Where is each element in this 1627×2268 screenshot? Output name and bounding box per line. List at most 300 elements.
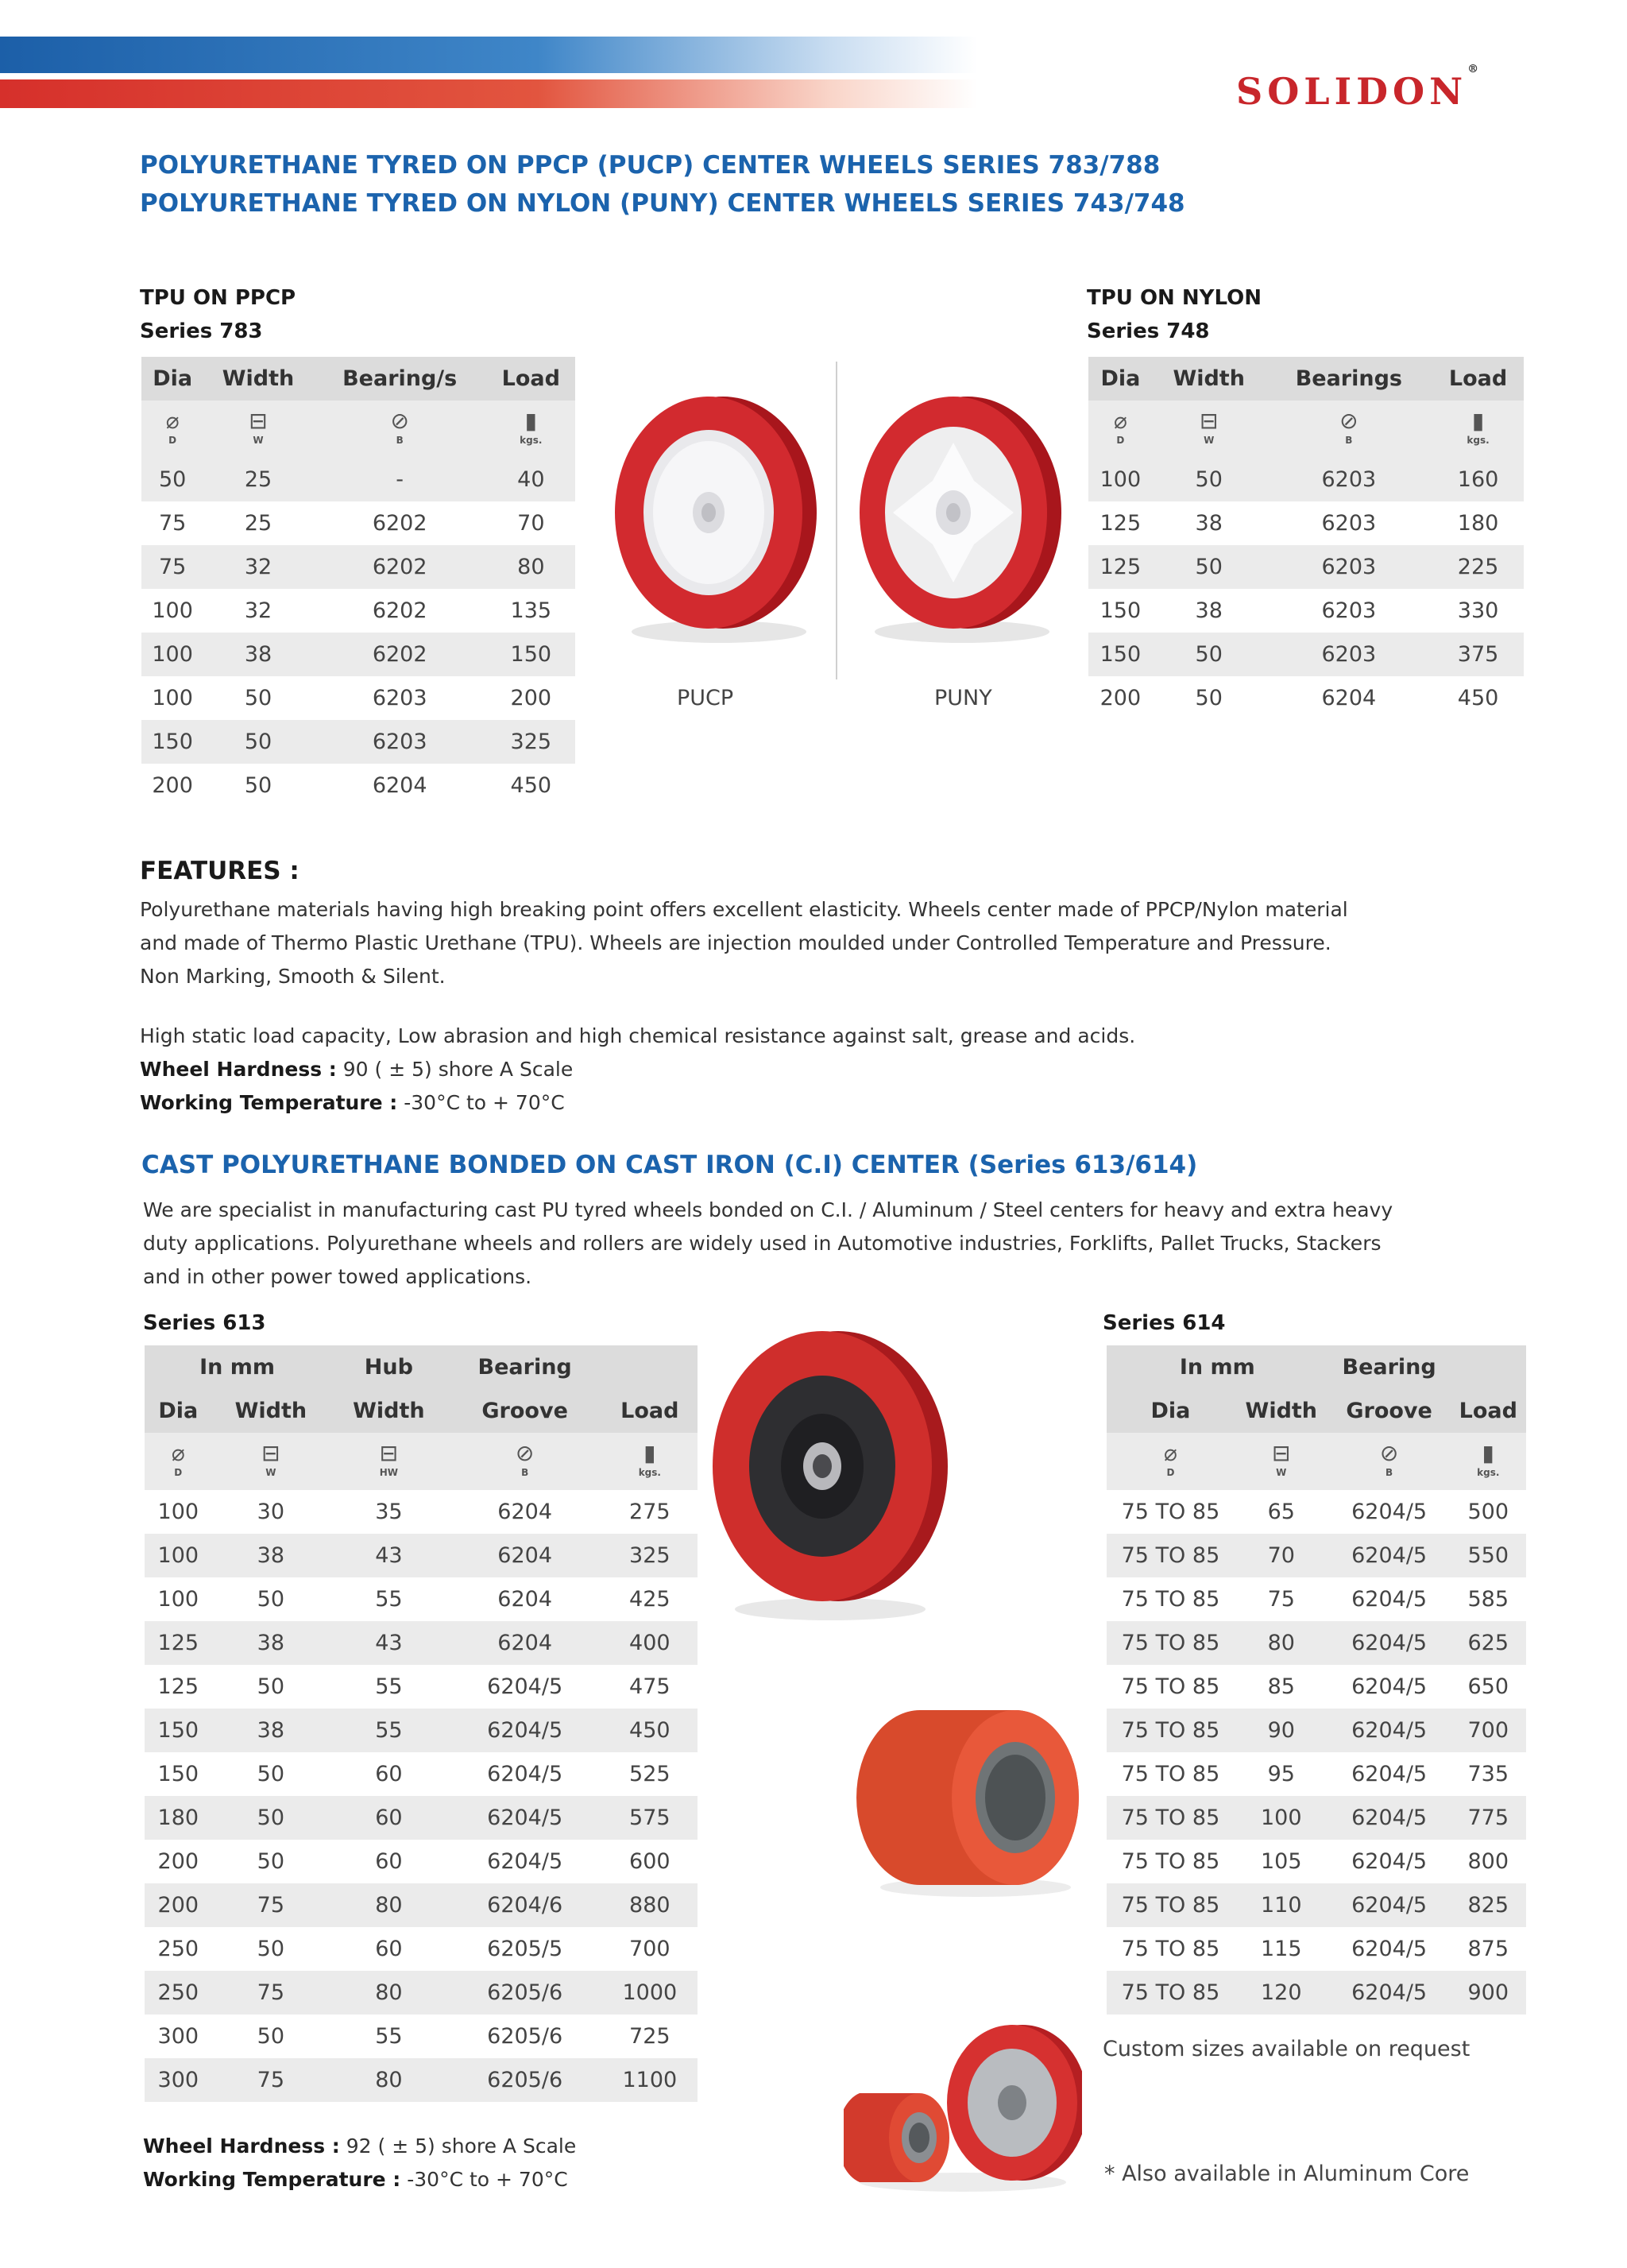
table-cell: 75 (212, 2058, 330, 2102)
cast-iron-wheel-image (711, 1319, 949, 1625)
table-row (145, 2014, 698, 2058)
table-cell: 100 (145, 1534, 212, 1577)
table-cell: 25 (203, 458, 312, 501)
diameter-icon: ⌀ D (165, 407, 180, 446)
series-613-label: Series 613 (143, 1311, 266, 1335)
tpu-ppcp-heading: TPU ON PPCP (140, 286, 296, 310)
table-cell: 50 (212, 1796, 330, 1840)
table-cell: 6205/6 (448, 2058, 602, 2102)
icon-cell (1432, 401, 1524, 458)
table-cell: 6204 (448, 1621, 602, 1665)
table-row (141, 676, 575, 720)
table-row (141, 764, 575, 807)
table-cell: 80 (330, 1971, 448, 2014)
table-cell: 75 TO 85 (1107, 1709, 1235, 1752)
table-cell: 6204/5 (1328, 1577, 1451, 1621)
table-cell: 50 (212, 1752, 330, 1796)
table-cell: 100 (141, 633, 203, 676)
icon-cell (448, 1433, 602, 1490)
table-cell: 575 (602, 1796, 698, 1840)
table-cell: 400 (602, 1621, 698, 1665)
icon-cell (141, 401, 203, 458)
table-cell: 150 (145, 1752, 212, 1796)
icon-label: kgs. (1467, 434, 1490, 446)
table-row (145, 1883, 698, 1927)
table-cell: 50 (203, 676, 312, 720)
pucp-wheel-image (604, 393, 818, 652)
table-cell: 6204/5 (1328, 1840, 1451, 1883)
table-cell: 75 (212, 1883, 330, 1927)
column-header: Dia (1107, 1389, 1235, 1433)
table-row (1107, 1883, 1526, 1927)
column-header: Load (602, 1389, 698, 1433)
table-row (1088, 501, 1524, 545)
table-cell: 425 (602, 1577, 698, 1621)
width-icon: ⊟ HW (379, 1439, 399, 1478)
table-row (145, 2058, 698, 2102)
table-cell: 60 (330, 1752, 448, 1796)
table-cell: 75 TO 85 (1107, 1971, 1235, 2014)
table-cell: 75 TO 85 (1107, 1577, 1235, 1621)
table-row (145, 1490, 698, 1534)
table-row (145, 1534, 698, 1577)
table-cell: 70 (1235, 1534, 1328, 1577)
table-cell: 6204/5 (1328, 1621, 1451, 1665)
table-cell: 105 (1235, 1840, 1328, 1883)
table-row (1107, 1840, 1526, 1883)
group-header-row (145, 1345, 698, 1389)
table-cell: 50 (141, 458, 203, 501)
table-cell: 95 (1235, 1752, 1328, 1796)
table-cell: 6204/5 (448, 1796, 602, 1840)
table-cell: 50 (212, 1665, 330, 1709)
table-cell: 700 (1451, 1709, 1526, 1752)
weight-icon: ▮ kgs. (1467, 407, 1490, 446)
table-cell: 150 (487, 633, 575, 676)
table-cell: 250 (145, 1971, 212, 2014)
table-row (145, 1752, 698, 1796)
table-row (1107, 1971, 1526, 2014)
column-header-row (145, 1389, 698, 1433)
table-cell: 775 (1451, 1796, 1526, 1840)
wheel-hardness-line: Wheel Hardness : 90 ( ± 5) shore A Scale (140, 1058, 574, 1081)
table-cell: 55 (330, 2014, 448, 2058)
table-cell: 725 (602, 2014, 698, 2058)
table-cell: 50 (212, 1577, 330, 1621)
table-row (1088, 545, 1524, 589)
table-row (1107, 1796, 1526, 1840)
icon-label: W (1204, 434, 1215, 446)
table-cell: 25 (203, 501, 312, 545)
table-cell: 55 (330, 1709, 448, 1752)
table-cell: 80 (1235, 1621, 1328, 1665)
column-header: Load (1451, 1389, 1526, 1433)
table-row (145, 1577, 698, 1621)
cast-line: duty applications. Polyurethane wheels and rollers are widely used in Automotive industries, Forklifts, Pallet Trucks, Stackers (143, 1232, 1382, 1255)
table-cell: 50 (212, 1840, 330, 1883)
table-cell: 6204/5 (448, 1665, 602, 1709)
table-cell: 120 (1235, 1971, 1328, 2014)
table-row (1088, 458, 1524, 501)
table-row (141, 458, 575, 501)
table-cell: 80 (330, 2058, 448, 2102)
column-header: Dia (145, 1389, 212, 1433)
table-row (141, 589, 575, 633)
table-cell: 325 (602, 1534, 698, 1577)
table-cell: 800 (1451, 1840, 1526, 1883)
table-cell: 6203 (1266, 589, 1432, 633)
table-cell: 40 (487, 458, 575, 501)
table-cell: 6204/5 (448, 1752, 602, 1796)
table-cell: 75 TO 85 (1107, 1490, 1235, 1534)
table-cell: 6202 (313, 589, 487, 633)
icon-label: W (253, 434, 264, 446)
table-cell: 6204/5 (1328, 1534, 1451, 1577)
weight-icon: ▮ kgs. (638, 1439, 661, 1478)
tpu-nylon-series: Series 748 (1087, 319, 1210, 343)
series-748-table (1088, 357, 1524, 720)
icon-label: kgs. (520, 434, 543, 446)
table-row (145, 1709, 698, 1752)
width-icon: ⊟ W (1199, 407, 1219, 446)
table-cell: 38 (203, 633, 312, 676)
table-cell: 85 (1235, 1665, 1328, 1709)
icon-cell (1235, 1433, 1328, 1490)
table-row (1107, 1621, 1526, 1665)
table-row (145, 1971, 698, 2014)
icon-cell (330, 1433, 448, 1490)
table-cell: 200 (487, 676, 575, 720)
table-cell: 300 (145, 2014, 212, 2058)
table-cell: 32 (203, 545, 312, 589)
table-cell: 150 (141, 720, 203, 764)
table-cell: 75 (141, 501, 203, 545)
cast-description (143, 1194, 1589, 1294)
table-cell: 75 TO 85 (1107, 1927, 1235, 1971)
column-header: Dia (1088, 357, 1153, 401)
table-cell: 32 (203, 589, 312, 633)
table-cell: 75 TO 85 (1107, 1534, 1235, 1577)
table-cell: 875 (1451, 1927, 1526, 1971)
width-icon: ⊟ W (261, 1439, 280, 1478)
table-cell: 6204/5 (1328, 1796, 1451, 1840)
diameter-icon: ⌀ D (171, 1439, 185, 1478)
features-line: and made of Thermo Plastic Urethane (TPU). Wheels are injection moulded under Controlled Temperature and Pressure. (140, 931, 1331, 954)
table-cell: 6204/5 (1328, 1490, 1451, 1534)
pu-roller-image (856, 1701, 1091, 1899)
icon-cell (1107, 1433, 1235, 1490)
table-cell: 75 TO 85 (1107, 1621, 1235, 1665)
table-cell: 250 (145, 1927, 212, 1971)
table-cell: 150 (1088, 633, 1153, 676)
table-cell: 100 (141, 589, 203, 633)
table-row (145, 1665, 698, 1709)
group-header-row (1107, 1345, 1526, 1389)
table-cell: 625 (1451, 1621, 1526, 1665)
table-cell: 43 (330, 1534, 448, 1577)
table-row (141, 720, 575, 764)
icon-cell (145, 1433, 212, 1490)
table-cell: 100 (145, 1577, 212, 1621)
table-cell: 6204/5 (1328, 1752, 1451, 1796)
puny-caption: PUNY (934, 686, 992, 710)
table-cell: 160 (1432, 458, 1524, 501)
icon-label: D (1116, 434, 1125, 446)
table-cell: 125 (1088, 501, 1153, 545)
custom-sizes-note: Custom sizes available on request (1103, 2037, 1470, 2061)
table-cell: 50 (203, 764, 312, 807)
icon-label: B (1385, 1466, 1393, 1478)
icon-label: B (396, 434, 404, 446)
icon-cell (313, 401, 487, 458)
column-header: Load (1432, 357, 1524, 401)
table-cell: 6204/5 (1328, 1971, 1451, 2014)
table-cell: 100 (141, 676, 203, 720)
table-cell: 6202 (313, 545, 487, 589)
table-cell: 6203 (1266, 545, 1432, 589)
table-cell: 70 (487, 501, 575, 545)
table-cell: 225 (1432, 545, 1524, 589)
table-cell: 6204 (448, 1577, 602, 1621)
table-cell: 180 (145, 1796, 212, 1840)
column-header: Groove (448, 1389, 602, 1433)
table-cell: 6203 (313, 676, 487, 720)
bearing-icon: ⊘ B (1379, 1439, 1399, 1478)
icon-cell (487, 401, 575, 458)
icon-row (141, 401, 575, 458)
table-cell: 6204/5 (1328, 1927, 1451, 1971)
table-cell: 55 (330, 1577, 448, 1621)
table-cell: 6204/5 (448, 1840, 602, 1883)
table-cell: 375 (1432, 633, 1524, 676)
bearing-icon: ⊘ B (390, 407, 409, 446)
table-cell: 6204/5 (1328, 1883, 1451, 1927)
page-title-line-1: POLYURETHANE TYRED ON PPCP (PUCP) CENTER WHEELS SERIES 783/788 (140, 151, 1161, 180)
wheel-hardness-613-line: Wheel Hardness : 92 ( ± 5) shore A Scale (143, 2134, 577, 2158)
table-cell: 325 (487, 720, 575, 764)
table-cell: - (313, 458, 487, 501)
table-cell: 6204 (448, 1534, 602, 1577)
table-cell: 1100 (602, 2058, 698, 2102)
table-cell: 6204 (1266, 676, 1432, 720)
column-header: Load (487, 357, 575, 401)
table-cell: 475 (602, 1665, 698, 1709)
features-line: Polyurethane materials having high breaking point offers excellent elasticity. Wheels center made of PPCP/Nylon material (140, 898, 1348, 921)
cast-section-title: CAST POLYURETHANE BONDED ON CAST IRON (C.I) CENTER (Series 613/614) (141, 1151, 1198, 1179)
icon-cell (1266, 401, 1432, 458)
features-line: Non Marking, Smooth & Silent. (140, 965, 446, 988)
icon-label: HW (379, 1466, 398, 1478)
table-cell: 75 (1235, 1577, 1328, 1621)
series-613-table (145, 1345, 698, 2102)
table-cell: 200 (1088, 676, 1153, 720)
table-cell: 330 (1432, 589, 1524, 633)
table-row (145, 1796, 698, 1840)
icon-cell (602, 1433, 698, 1490)
table-cell: 6205/5 (448, 1927, 602, 1971)
table-cell: 6205/6 (448, 1971, 602, 2014)
table-cell: 75 (212, 1971, 330, 2014)
header-blue-bar (0, 37, 977, 73)
icon-label: W (265, 1466, 276, 1478)
table-cell: 65 (1235, 1490, 1328, 1534)
table-cell: 1000 (602, 1971, 698, 2014)
weight-icon: ▮ kgs. (1477, 1439, 1500, 1478)
table-cell: 450 (487, 764, 575, 807)
diameter-icon: ⌀ D (1164, 1439, 1177, 1478)
table-cell: 735 (1451, 1752, 1526, 1796)
page-title-line-2: POLYURETHANE TYRED ON NYLON (PUNY) CENTER WHEELS SERIES 743/748 (140, 189, 1185, 218)
table-cell: 50 (1153, 545, 1266, 589)
table-cell: 450 (1432, 676, 1524, 720)
table-cell: 900 (1451, 1971, 1526, 2014)
icon-cell (1328, 1433, 1451, 1490)
table-cell: 50 (1153, 458, 1266, 501)
table-cell: 100 (1088, 458, 1153, 501)
table-cell: 50 (203, 720, 312, 764)
table-cell: 115 (1235, 1927, 1328, 1971)
table-cell: 6203 (1266, 501, 1432, 545)
table-cell: 6202 (313, 501, 487, 545)
table-cell: 150 (145, 1709, 212, 1752)
width-icon: ⊟ W (249, 407, 268, 446)
table-cell: 6204 (313, 764, 487, 807)
table-cell: 110 (1235, 1883, 1328, 1927)
group-header-cell: Hub (330, 1345, 448, 1389)
table-cell: 880 (602, 1883, 698, 1927)
features-paragraph-1 (140, 893, 1570, 993)
icon-cell (1153, 401, 1266, 458)
table-cell: 90 (1235, 1709, 1328, 1752)
table-row (141, 501, 575, 545)
icon-label: D (174, 1466, 183, 1478)
working-temperature-line: Working Temperature : -30°C to + 70°C (140, 1091, 565, 1114)
table-cell: 75 TO 85 (1107, 1665, 1235, 1709)
column-header-row (1088, 357, 1524, 401)
image-divider (836, 362, 837, 679)
group-header-cell: Bearing (448, 1345, 602, 1389)
bearing-icon: ⊘ B (1339, 407, 1358, 446)
table-cell: 55 (330, 1665, 448, 1709)
column-header-row (141, 357, 575, 401)
header-red-bar (0, 79, 977, 108)
table-cell: 75 TO 85 (1107, 1840, 1235, 1883)
icon-label: kgs. (1477, 1466, 1500, 1478)
table-cell: 38 (212, 1709, 330, 1752)
series-783-table (141, 357, 575, 807)
table-cell: 75 (141, 545, 203, 589)
group-header-cell: Bearing (1328, 1345, 1451, 1389)
table-cell: 100 (145, 1490, 212, 1534)
table-cell: 6204 (448, 1490, 602, 1534)
working-temperature-613-line: Working Temperature : -30°C to + 70°C (143, 2168, 568, 2191)
diameter-icon: ⌀ D (1113, 407, 1127, 446)
table-cell: 450 (602, 1709, 698, 1752)
table-cell: 75 TO 85 (1107, 1796, 1235, 1840)
table-cell: 200 (145, 1840, 212, 1883)
cast-line: and in other power towed applications. (143, 1265, 532, 1288)
tpu-ppcp-series: Series 783 (140, 319, 263, 343)
weight-icon: ▮ kgs. (520, 407, 543, 446)
features-heading: FEATURES : (140, 857, 300, 885)
icon-cell (1451, 1433, 1526, 1490)
table-cell: 6204/5 (448, 1709, 602, 1752)
table-cell: 200 (141, 764, 203, 807)
icon-label: kgs. (638, 1466, 661, 1478)
table-cell: 100 (1235, 1796, 1328, 1840)
table-row (1107, 1927, 1526, 1971)
tpu-nylon-heading: TPU ON NYLON (1087, 286, 1262, 310)
table-row (145, 1927, 698, 1971)
table-cell: 300 (145, 2058, 212, 2102)
table-cell: 6203 (1266, 633, 1432, 676)
table-cell: 525 (602, 1752, 698, 1796)
table-cell: 38 (212, 1621, 330, 1665)
table-cell: 200 (145, 1883, 212, 1927)
icon-cell (1088, 401, 1153, 458)
table-cell: 38 (1153, 589, 1266, 633)
table-cell: 43 (330, 1621, 448, 1665)
table-cell: 6203 (313, 720, 487, 764)
table-cell: 6204/5 (1328, 1665, 1451, 1709)
group-header-cell: In mm (1107, 1345, 1328, 1389)
table-cell: 135 (487, 589, 575, 633)
table-row (145, 1840, 698, 1883)
aluminum-core-wheels-image (844, 2023, 1082, 2194)
group-header-cell: In mm (145, 1345, 330, 1389)
column-header: Bearing/s (313, 357, 487, 401)
table-cell: 125 (1088, 545, 1153, 589)
features-paragraph-2 (140, 1020, 1570, 1120)
pucp-caption: PUCP (677, 686, 734, 710)
series-613-notes (143, 2130, 858, 2196)
table-cell: 38 (1153, 501, 1266, 545)
table-cell: 50 (212, 1927, 330, 1971)
table-row (1107, 1577, 1526, 1621)
table-cell: 650 (1451, 1665, 1526, 1709)
column-header: Width (1235, 1389, 1328, 1433)
series-614-table (1107, 1345, 1526, 2014)
table-row (1107, 1534, 1526, 1577)
icon-row (1107, 1433, 1526, 1490)
table-cell: 6204/6 (448, 1883, 602, 1927)
icon-row (1088, 401, 1524, 458)
group-header-cell (602, 1345, 698, 1389)
table-row (1088, 676, 1524, 720)
puny-wheel-image (847, 393, 1065, 652)
table-row (1088, 633, 1524, 676)
table-cell: 80 (330, 1883, 448, 1927)
icon-cell (203, 401, 312, 458)
table-cell: 125 (145, 1621, 212, 1665)
table-cell: 38 (212, 1534, 330, 1577)
icon-row (145, 1433, 698, 1490)
brand-logo: SOLIDON® (1236, 62, 1479, 113)
table-cell: 500 (1451, 1490, 1526, 1534)
table-cell: 125 (145, 1665, 212, 1709)
icon-cell (212, 1433, 330, 1490)
table-row (141, 545, 575, 589)
table-row (1107, 1752, 1526, 1796)
table-cell: 180 (1432, 501, 1524, 545)
table-row (1107, 1665, 1526, 1709)
table-cell: 60 (330, 1840, 448, 1883)
table-cell: 550 (1451, 1534, 1526, 1577)
column-header: Dia (141, 357, 203, 401)
table-row (1107, 1709, 1526, 1752)
table-cell: 275 (602, 1490, 698, 1534)
table-row (141, 633, 575, 676)
